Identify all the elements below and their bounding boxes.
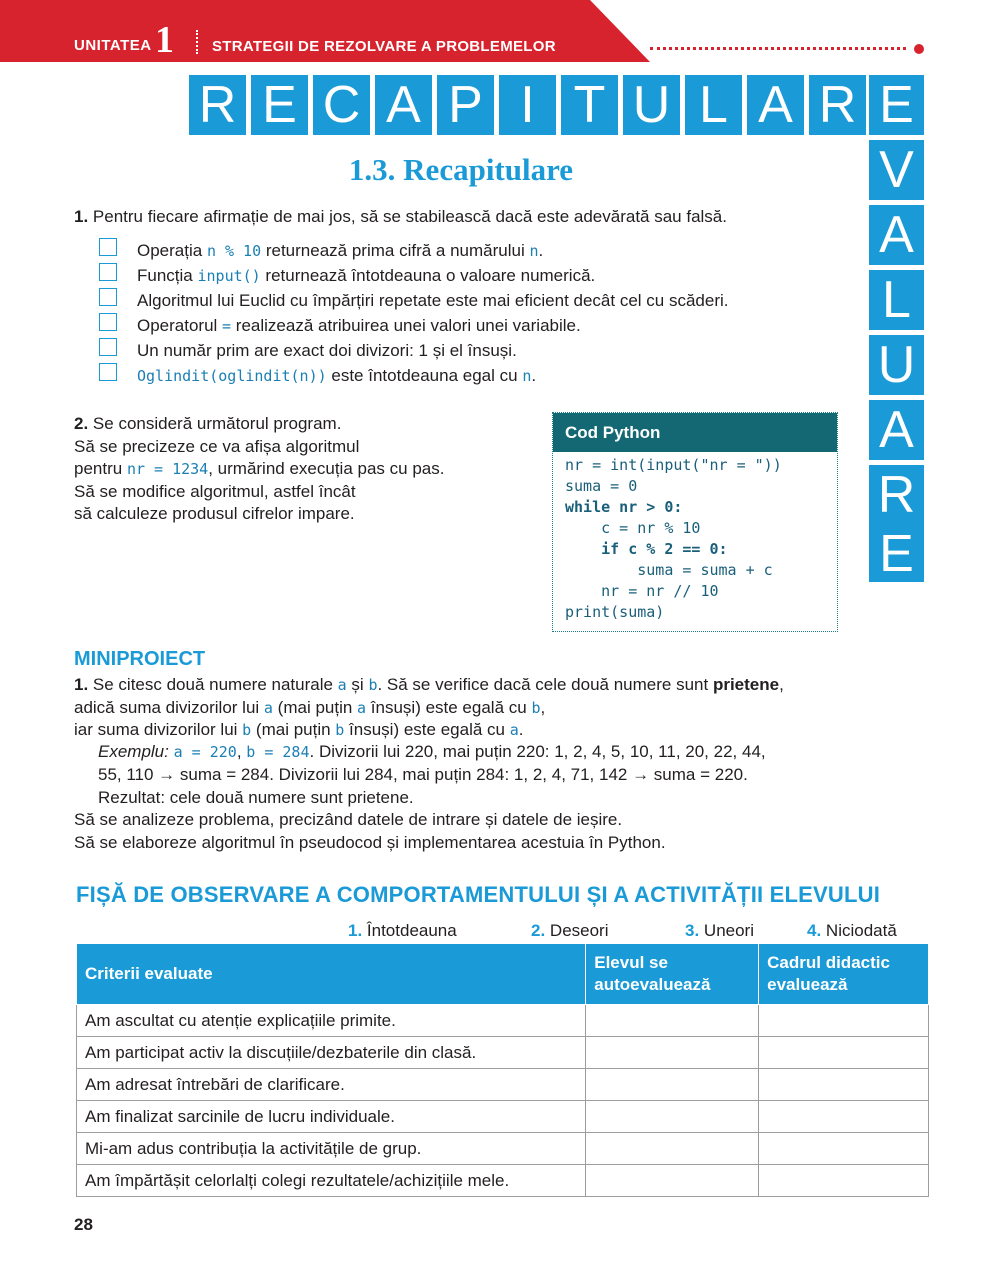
true-false-checkbox[interactable] [99,363,117,381]
miniproject-code: a [337,676,347,694]
exercise2-text: , urmărind execuția pas cu pas. [208,459,445,478]
miniproject-text: . Divizorii lui 220, mai puțin 220: 1, 2, 4, 5, 10, 11, 20, 22, 44, [309,742,766,761]
code-text: suma = suma + c [565,561,773,579]
statement-text: Funcția [137,266,198,285]
miniproject-code: b [335,721,345,739]
miniproject-line [74,696,545,720]
header-teacher-evaluation: Cadrul didactic evaluează [759,944,929,1005]
statement-5 [137,339,517,362]
unit-label: UNITATEA [74,37,152,54]
code-box [552,412,838,632]
self-eval-cell[interactable] [586,1037,759,1069]
header-self-evaluation: Elevul se autoevaluează [586,944,759,1005]
statement-text: Operația [137,241,207,260]
criterion-cell: Am participat activ la discuțiile/dezbaterile din clasă. [77,1037,586,1069]
true-false-checkbox[interactable] [99,238,117,256]
criterion-cell: Mi-am adus contribuția la activitățile de grup. [77,1133,586,1165]
table-row [77,1005,929,1037]
true-false-checkbox[interactable] [99,313,117,331]
banner-tile: T [561,75,618,135]
self-eval-cell[interactable] [586,1165,759,1197]
table-row [77,1133,929,1165]
miniproject-text: și [346,675,369,694]
miniproject-line [74,718,523,742]
statement-code: Oglindit(oglindit(n)) [137,367,327,385]
criterion-cell: Am împărtășit celorlalți colegi rezultatele/achizițiile mele. [77,1165,586,1197]
miniproject-text: (mai puțin [272,698,358,717]
statement-text: . [538,241,544,260]
self-eval-cell[interactable] [586,1101,759,1133]
teacher-eval-cell[interactable] [759,1005,929,1037]
legend-label: Niciodată [821,921,897,940]
exercise1-text: Pentru fiecare afirmație de mai jos, să se stabilească dacă este adevărată sau falsă. [92,207,727,226]
statement-code: n % 10 [206,242,262,260]
self-eval-cell[interactable] [586,1133,759,1165]
statement-text: returnează prima cifră a numărului [261,241,530,260]
statement-text: Un număr prim are exact doi divizori: 1 și el însuși. [137,341,517,360]
miniproject-code: a = 220 [173,743,237,761]
red-dot-icon [914,44,924,54]
banner-tile: C [313,75,370,135]
exercise-number: 1. [74,675,89,694]
page-number: 28 [74,1215,93,1234]
exercise-number: 2. [74,414,89,433]
miniproject-line [74,673,784,697]
exercise2-line [74,412,341,435]
statement-4 [137,314,581,338]
banner-tile-vertical: R [869,465,924,525]
legend-item [531,920,609,942]
miniproject-text: (mai puțin [251,720,336,739]
miniproject-code: a [357,699,367,717]
unit-title: STRATEGII DE REZOLVARE A PROBLEMELOR [212,38,556,55]
miniproject-title: MINIPROIECT [74,648,206,670]
miniproject-code: b [242,721,252,739]
self-eval-cell[interactable] [586,1069,759,1101]
exercise2-text: Se consideră următorul program. [92,414,342,433]
miniproject-code: b = 284 [246,743,310,761]
legend-number: 4. [807,921,822,940]
exercise-number: 1. [74,207,89,226]
header-criteria: Criterii evaluate [77,944,586,1005]
criterion-cell: Am finalizat sarcinile de lucru individuale. [77,1101,586,1133]
banner-tile: E [869,75,924,135]
banner-tile: R [809,75,866,135]
observation-table [76,943,929,1197]
statement-3 [137,289,728,312]
legend-number: 3. [685,921,700,940]
lesson-title: 1.3. Recapitulare [348,152,574,187]
statement-6 [137,364,536,388]
table-row [77,1165,929,1197]
teacher-eval-cell[interactable] [759,1069,929,1101]
table-row [77,1037,929,1069]
statement-text: returnează întotdeauna o valoare numerică. [260,266,596,285]
miniproject-text: însuși) este egală cu [344,720,510,739]
teacher-eval-cell[interactable] [759,1133,929,1165]
legend-number: 2. [531,921,546,940]
code-line [565,560,773,580]
miniproject-code: b [531,699,541,717]
code-line [565,455,782,475]
banner-tile: A [747,75,804,135]
statement-code: = [222,317,232,335]
legend-label: Deseori [545,921,609,940]
miniproject-text: însuși) este egală cu [366,698,532,717]
miniproject-code: a [263,699,273,717]
code-text: print(suma) [565,603,665,621]
exercise2-line [74,457,444,481]
statement-text: . [531,366,537,385]
banner-tile-vertical: A [869,205,924,265]
statement-text: este întotdeauna egal cu [326,366,523,385]
legend-label: Uneori [699,921,754,940]
code-line [565,602,664,622]
miniproject-text: adică suma divizorilor lui [74,698,264,717]
legend-number: 1. [348,921,363,940]
statement-text: realizează atribuirea unei valori unei variabile. [231,316,581,335]
true-false-checkbox[interactable] [99,263,117,281]
banner-tile: U [623,75,680,135]
code-line [565,581,719,601]
statement-text: Algoritmul lui Euclid cu împărțiri repetate este mai eficient decât cel cu scăderi. [137,291,729,310]
miniproject-code: a [509,721,519,739]
statement-code: n [529,242,539,260]
banner-tile-vertical: U [869,335,924,395]
criterion-cell: Am ascultat cu atenție explicațiile primite. [77,1005,586,1037]
banner-tile: L [685,75,742,135]
legend-item [807,920,897,942]
statement-code: input() [197,267,261,285]
example-label: Exemplu: [98,742,169,761]
banner-tile-vertical: E [869,524,924,582]
banner-tile: P [437,75,494,135]
code-text: nr = nr // 10 [565,582,719,600]
teacher-eval-cell[interactable] [759,1101,929,1133]
exercise2-line: Să se precizeze ce va afișa algoritmul [74,437,360,456]
code-line [565,497,682,517]
criterion-cell: Am adresat întrebări de clarificare. [77,1069,586,1101]
banner-tile-vertical: V [869,140,924,200]
banner-tile: R [189,75,246,135]
statement-code: n [522,367,532,385]
legend-item [685,920,754,942]
miniproject-line: 55, 110 → suma = 284. Divizorii lui 284, mai puțin 284: 1, 2, 4, 71, 142 → suma = 220. [98,765,748,784]
legend-item [348,920,457,942]
miniproject-bold: prietene [712,675,780,694]
miniproject-text: . Să se verifice dacă cele două numere sunt [377,675,713,694]
code-line [565,476,637,496]
miniproject-text: . [518,720,524,739]
statement-1 [137,239,543,263]
code-box-title: Cod Python [553,413,837,452]
miniproject-text: , [540,698,546,717]
exercise2-text: pentru [74,459,127,478]
true-false-checkbox[interactable] [99,288,117,306]
banner-tile-vertical: L [869,270,924,330]
exercise2-code: nr = 1234 [126,460,209,478]
statement-2 [137,264,595,288]
statement-text: Operatorul [137,316,223,335]
table-row [77,1069,929,1101]
code-text: while nr > 0: [565,498,683,516]
banner-tile: A [375,75,432,135]
miniproject-text: Se citesc două numere naturale [88,675,338,694]
teacher-eval-cell[interactable] [759,1165,929,1197]
banner-tile: I [499,75,556,135]
code-line [565,518,700,538]
banner-tile: E [251,75,308,135]
miniproject-text: , [779,675,784,694]
banner-tile-vertical: A [869,400,924,460]
code-text: if c % 2 == 0: [565,540,728,558]
table-row [77,1101,929,1133]
unit-number: 1 [155,19,174,61]
code-text: nr = int(input("nr = ")) [565,456,782,474]
header-separator [196,30,198,54]
teacher-eval-cell[interactable] [759,1037,929,1069]
miniproject-line: Rezultat: cele două numere sunt prietene. [98,788,414,807]
miniproject-text: iar suma divizorilor lui [74,720,243,739]
code-text: c = nr % 10 [565,519,701,537]
table-header-row [77,944,929,1005]
self-eval-cell[interactable] [586,1005,759,1037]
observation-title: FIȘĂ DE OBSERVARE A COMPORTAMENTULUI ȘI A ACTIVITĂȚII ELEVULUI [76,882,881,907]
exercise2-line: să calculeze produsul cifrelor impare. [74,504,355,523]
dotted-rule [650,47,906,50]
code-text: suma = 0 [565,477,638,495]
miniproject-example [98,740,766,764]
exercise1-prompt [74,205,727,228]
code-line [565,539,728,559]
true-false-checkbox[interactable] [99,338,117,356]
miniproject-line: Să se analizeze problema, precizând datele de intrare și datele de ieșire. [74,810,623,829]
miniproject-line: Să se elaboreze algoritmul în pseudocod și implementarea acestuia în Python. [74,833,666,852]
miniproject-text: , [236,742,247,761]
exercise2-line: Să se modifice algoritmul, astfel încât [74,482,356,501]
legend-label: Întotdeauna [362,921,457,940]
miniproject-code: b [368,676,378,694]
